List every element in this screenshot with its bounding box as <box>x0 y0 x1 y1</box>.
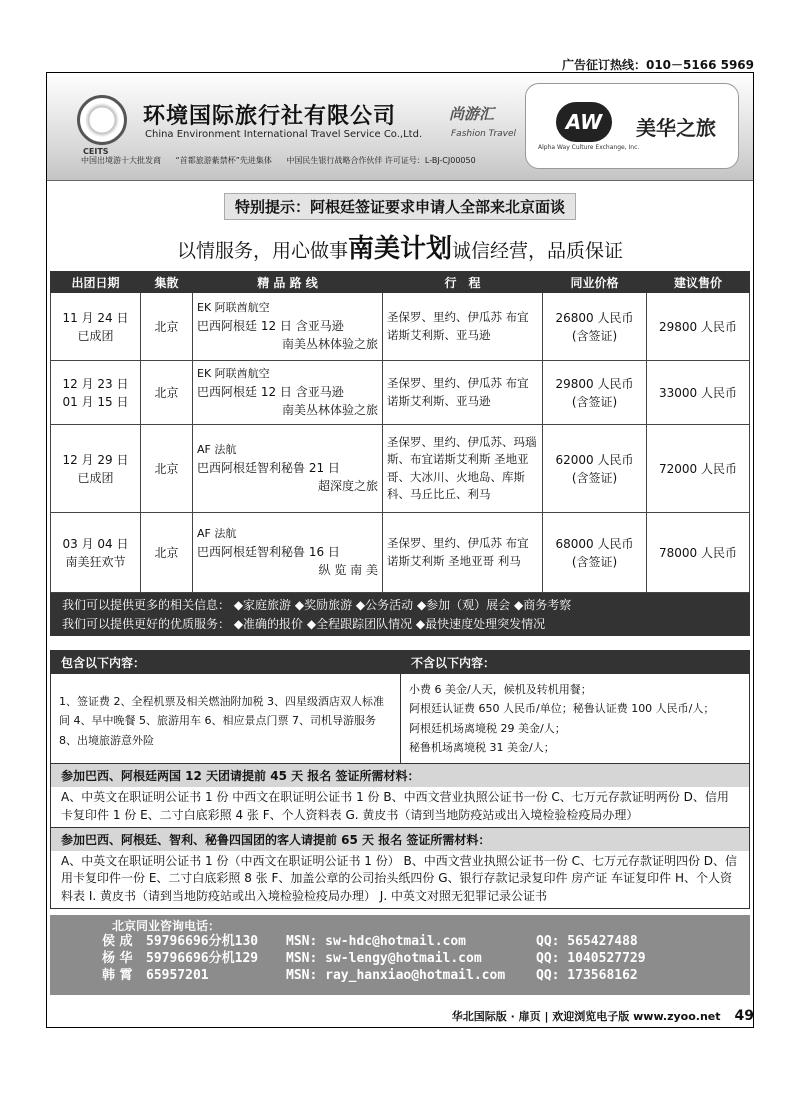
info-line: 我们可以提供更多的相关信息： ◆家庭旅游 ◆奖励旅游 ◆公务活动 ◆参加（观）展会 ◆商务考察 <box>62 598 572 612</box>
table-header-row <box>51 272 750 293</box>
price-note: (含签证) <box>571 470 618 485</box>
contact-name: 杨 华 <box>102 951 133 967</box>
city-cell: 北京 <box>141 513 193 593</box>
contact-qq: QQ: 1040527729 <box>536 951 646 967</box>
logo-caption: CEITS <box>83 147 109 156</box>
ad-frame <box>46 72 754 1028</box>
date-line: 南美狂欢节 <box>65 554 126 569</box>
route-cell <box>193 361 383 425</box>
header-tag: 中国出境游十大批发商 <box>81 156 161 165</box>
includes-column <box>51 651 400 763</box>
price-value: 29800 人民币 <box>555 376 634 391</box>
ad-hotline: 广告征订热线：010－5166 5969 <box>561 58 754 72</box>
trade-price-cell <box>543 293 647 361</box>
trade-price-cell <box>543 513 647 593</box>
table-row <box>51 425 750 513</box>
col-header-itinerary: 行 程 <box>383 272 543 293</box>
airline: AF 法航 <box>197 443 237 457</box>
service-info-bar <box>50 593 750 636</box>
contact-row <box>102 951 698 968</box>
slogan <box>47 228 753 265</box>
airline: AF 法航 <box>197 527 237 541</box>
contact-qq: QQ: 565427488 <box>536 934 638 950</box>
route-name: 巴西阿根廷智利秘鲁 21 日 <box>197 460 340 475</box>
company-logo-icon <box>77 95 127 145</box>
contact-phone: 59796696分机130 <box>146 934 259 950</box>
route-table <box>50 271 750 593</box>
city-cell: 北京 <box>141 425 193 513</box>
excludes-title: 不含以下内容： <box>401 651 749 674</box>
table-row <box>51 361 750 425</box>
fashion-travel-subtitle: Fashion Travel <box>451 129 517 139</box>
route-cell <box>193 293 383 361</box>
table-row <box>51 293 750 361</box>
date-line: 已成团 <box>77 328 114 343</box>
airline: EK 阿联酋航空 <box>197 301 270 315</box>
price-note: (含签证) <box>571 328 618 343</box>
company-name-cn: 环境国际旅行社有限公司 <box>143 104 397 129</box>
includes-title: 包含以下内容： <box>51 651 400 674</box>
route-subtitle: 南美丛林体验之旅 <box>281 336 378 351</box>
date-line: 12 月 23 日 <box>62 376 129 391</box>
req-body: A、中英文在职证明公证书 1 份（中西文在职证明公证书 1 份） B、中西文营业执照公证书一份 C、七万元存款证明四份 D、信用卡复印件一份 E、二寸白底彩照 8 张 F、加盖公章的公司抬头纸四份 G、银行存款记录复印件 房产证 车证复印件 H、个人资料表 I. 黄皮书（请到当地防疫站或出入境检验检疫局办理） J. 中英文对照无犯罪记录公证书 <box>61 853 738 903</box>
partner-logo <box>525 83 739 169</box>
slogan-pre: 以情服务，用心做事 <box>176 240 348 262</box>
aw-brand-name: 美华之旅 <box>636 116 716 140</box>
itinerary-cell: 圣保罗、里约、伊瓜苏 布宜诺斯艾利斯 圣地亚哥 利马 <box>383 513 543 593</box>
exclude-item: 阿根廷认证费 650 人民币/单位；秘鲁认证费 100 人民币/人； <box>409 702 715 716</box>
itinerary-cell: 圣保罗、里约、伊瓜苏 布宜诺斯艾利斯、亚马逊 <box>383 361 543 425</box>
col-header-date: 出团日期 <box>51 272 141 293</box>
trade-price-cell <box>543 361 647 425</box>
retail-price-cell: 33000 人民币 <box>647 361 750 425</box>
date-cell <box>51 425 141 513</box>
contact-msn: MSN: ray_hanxiao@hotmail.com <box>286 967 506 983</box>
col-header-city: 集散 <box>141 272 193 293</box>
date-cell <box>51 513 141 593</box>
date-cell <box>51 293 141 361</box>
date-line: 03 月 04 日 <box>62 536 129 551</box>
contact-phone: 65957201 <box>146 967 209 983</box>
contact-row <box>102 968 698 985</box>
trade-price-cell <box>543 425 647 513</box>
header-tags <box>81 155 488 166</box>
slogan-highlight: 南美计划 <box>347 234 452 264</box>
ad-header <box>47 73 753 181</box>
itinerary-cell: 圣保罗、里约、伊瓜苏 布宜诺斯艾利斯、亚马逊 <box>383 293 543 361</box>
footer-text: 华北国际版 · 扉页 | 欢迎浏览电子版 www.zyoo.net <box>451 1010 721 1023</box>
price-note: (含签证) <box>571 394 618 409</box>
excludes-body <box>401 674 749 763</box>
contacts-section <box>50 915 750 995</box>
contact-msn: MSN: sw-hdc@hotmail.com <box>286 934 467 950</box>
visa-requirements-2-country <box>50 764 750 828</box>
info-line: 我们可以提供更好的优质服务： ◆准确的报价 ◆全程跟踪团队情况 ◆最快速度处理突发情况 <box>62 616 546 631</box>
includes-body: 1、签证费 2、全程机票及相关燃油附加税 3、四星级酒店双人标准间 4、早中晚餐 5、旅游用车 6、相应景点门票 7、司机导游服务 8、出境旅游意外险 <box>59 695 384 747</box>
route-subtitle: 南美丛林体验之旅 <box>281 402 378 417</box>
route-cell <box>193 513 383 593</box>
exclude-item: 小费 6 美金/人天，候机及转机用餐； <box>409 683 592 697</box>
retail-price-cell: 72000 人民币 <box>647 425 750 513</box>
excludes-column <box>400 651 749 763</box>
special-notice <box>47 193 753 220</box>
exclude-item: 秘鲁机场离境税 31 美金/人； <box>409 740 555 754</box>
req-title: 参加巴西、阿根廷两国 12 天团请提前 45 天 报名 签证所需材料： <box>51 764 749 787</box>
route-subtitle: 超深度之旅 <box>317 478 378 493</box>
col-header-route: 精 品 路 线 <box>193 272 383 293</box>
fashion-travel-logo: 尚游汇 <box>449 105 495 123</box>
aw-company-en: Alpha Way Culture Exchange, Inc. <box>538 144 640 151</box>
exclude-item: 阿根廷机场离境税 29 美金/人； <box>409 721 566 735</box>
retail-price-cell: 29800 人民币 <box>647 293 750 361</box>
notice-text: 特别提示：阿根廷签证要求申请人全部来北京面谈 <box>224 193 576 220</box>
price-value: 62000 人民币 <box>555 452 634 467</box>
city-cell: 北京 <box>141 361 193 425</box>
slogan-post: 诚信经营，品质保证 <box>452 240 624 262</box>
city-cell: 北京 <box>141 293 193 361</box>
date-line: 11 月 24 日 <box>62 310 129 325</box>
contact-row <box>102 934 698 951</box>
col-header-retail-price: 建议售价 <box>647 272 750 293</box>
date-line: 12 月 29 日 <box>62 452 129 467</box>
header-tag: “首都旅游紫禁杯”先进集体 <box>175 156 272 165</box>
inclusions-section <box>50 650 750 764</box>
route-cell <box>193 425 383 513</box>
itinerary-cell: 圣保罗、里约、伊瓜苏、玛瑙斯、布宜诺斯艾利斯 圣地亚哥、大冰川、火地岛、库斯科、马丘比丘、利马 <box>383 425 543 513</box>
contact-qq: QQ: 173568162 <box>536 967 638 983</box>
route-name: 巴西阿根廷 12 日 含亚马逊 <box>197 318 344 333</box>
table-row <box>51 513 750 593</box>
req-body: A、中英文在职证明公证书 1 份 中西文在职证明公证书 1 份 B、中西文营业执照公证书一份 C、七万元存款证明两份 D、信用卡复印件 1 份 E、二寸白底彩照 4 张 F、个人资料表 G. 黄皮书（请到当地防疫站或出入境检验检疫局办理） <box>61 790 729 822</box>
route-subtitle: 纵 览 南 美 <box>318 562 378 577</box>
route-name: 巴西阿根廷 12 日 含亚马逊 <box>197 384 344 399</box>
airline: EK 阿联酋航空 <box>197 367 270 381</box>
route-name: 巴西阿根廷智利秘鲁 16 日 <box>197 544 340 559</box>
retail-price-cell: 78000 人民币 <box>647 513 750 593</box>
aw-logo-icon: AW <box>556 102 612 142</box>
contact-phone: 59796696分机129 <box>146 951 259 967</box>
price-note: (含签证) <box>571 554 618 569</box>
price-value: 26800 人民币 <box>555 310 634 325</box>
header-tag: 中国民生银行战略合作伙伴 许可证号：L-BJ-CJ00050 <box>286 156 476 165</box>
contact-name: 侯 成 <box>102 934 133 950</box>
date-line: 已成团 <box>77 470 114 485</box>
contacts-title: 北京同业咨询电话： <box>112 919 221 934</box>
contact-name: 韩 霄 <box>102 967 133 983</box>
price-value: 68000 人民币 <box>555 536 634 551</box>
col-header-trade-price: 同业价格 <box>543 272 647 293</box>
req-title: 参加巴西、阿根廷、智利、秘鲁四国团的客人请提前 65 天 报名 签证所需材料： <box>51 828 749 851</box>
page-footer <box>452 1008 754 1024</box>
page-number: 49 <box>734 1008 754 1024</box>
contact-msn: MSN: sw-lengy@hotmail.com <box>286 951 482 967</box>
company-name-en: China Environment International Travel Service Co.,Ltd. <box>145 129 423 140</box>
date-line: 01 月 15 日 <box>62 394 129 409</box>
date-cell <box>51 361 141 425</box>
visa-requirements-4-country <box>50 828 750 909</box>
